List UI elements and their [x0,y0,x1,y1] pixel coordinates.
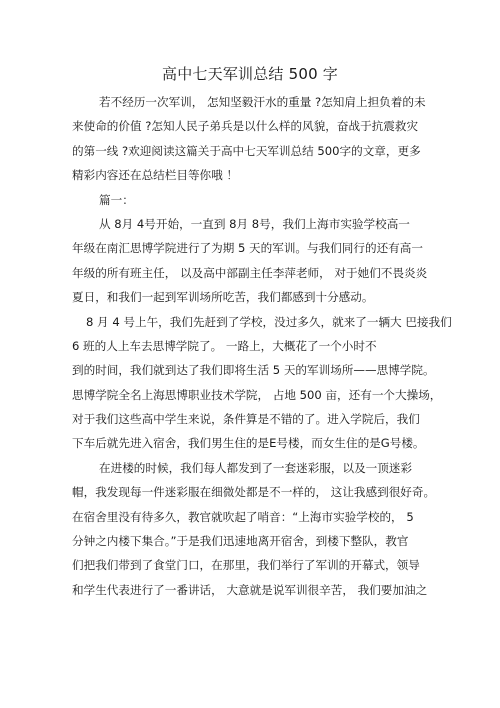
text-line: 在进楼的时候，我们每人都发到了一套迷彩服，以及一顶迷彩 [99,460,413,475]
text-line: 从 8月 4号开始，一直到 8月 8号，我们上海市实验学校高一 [99,216,410,231]
text-line: 6 班的人上车去思博学院了。 一路上，大概花了一个小时不 [72,338,377,353]
text-line: 若不经历一次军训， 怎知坚毅汗水的重量 ?怎知肩上担负着的未 [99,95,426,109]
text-line: 对于我们这些高中学生来说，条件算是不错的了。进入学院后，我们 [72,412,420,427]
section-heading: 篇一： [99,192,134,207]
text-line: 下车后就先进入宿舍，我们男生住的是E号楼，而女生住的是G号楼。 [72,436,425,451]
text-line: 帽，我发现每一件迷彩服在细微处都是不一样的， 这让我感到很好奇。 [72,485,436,500]
text-line: 夏日，和我们一起到军训场所吃苦，我们都感到十分感动。 [72,290,374,305]
document-body [72,90,486,602]
text-line: 思博学院全名上海思博职业技术学院， 占地 500 亩，还有一个大操场， [72,387,442,402]
text-line: 们把我们带到了食堂门口，在那里，我们举行了军训的开幕式，领导 [72,558,420,573]
text-line: 到的时间，我们就到达了我们即将生活 5 天的军训场所——思博学院。 [72,363,435,378]
text-line: 在宿舍里没有待多久，教官就吹起了哨音：“上海市实验学校的， 5 [72,509,414,524]
text-line: 年级的所有班主任， 以及高中部副主任李萍老师， 对于她们不畏炎炎 [72,265,428,280]
text-line: 的第一线 ?欢迎阅读这篇关于高中七天军训总结 500字的文章，更多 [72,143,421,158]
text-line: 年级在南汇思博学院进行了为期 5 天的军训。与我们同行的还有高一 [72,241,423,256]
text-line: 和学生代表进行了一番讲话， 大意就是说军训很辛苦， 我们要加油之 [72,582,428,597]
text-line: 来使命的价值 ?怎知人民子弟兵是以什么样的风貌，奋战于抗震救灾 [72,119,419,134]
text-line: 分钟之内楼下集合。”于是我们迅速地离开宿舍，到楼下整队，教官 [72,534,409,549]
text-line: 8 月 4 号上午，我们先赶到了学校，没过多久，就来了一辆大 巴接我们 [86,314,452,329]
document-title: 高中七天军训总结 500 字 [162,65,338,83]
text-line: 精彩内容还在总结栏目等你哦 ！ [72,168,238,183]
